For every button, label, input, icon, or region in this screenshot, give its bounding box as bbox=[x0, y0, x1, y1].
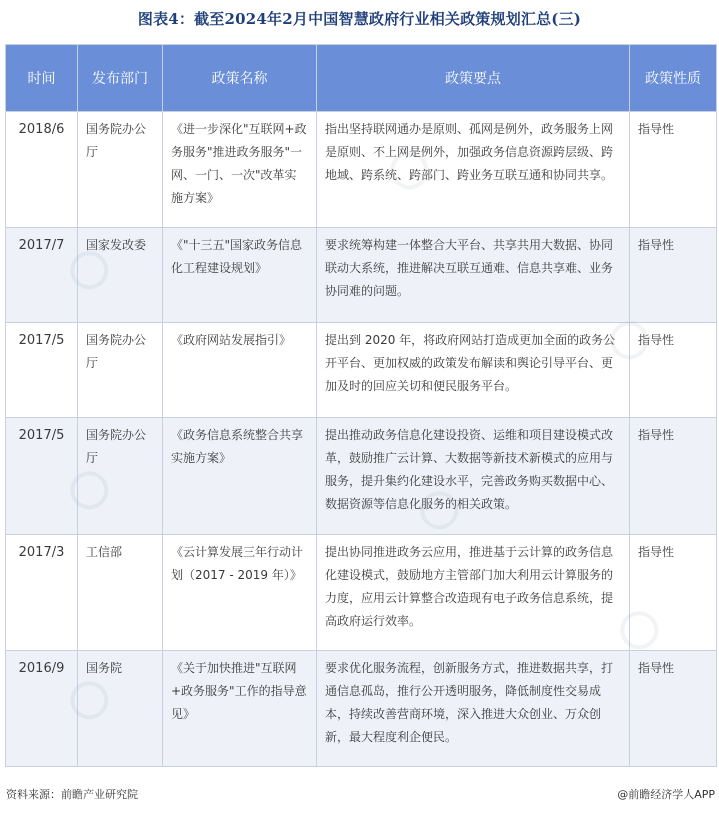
cell-nature: 指导性 bbox=[630, 228, 717, 323]
table-row bbox=[6, 323, 717, 418]
cell-name: 《政务信息系统整合共享实施方案》 bbox=[163, 418, 317, 535]
page-title: 图表4：截至2024年2月中国智慧政府行业相关政策规划汇总(三) bbox=[137, 10, 582, 28]
header-points: 政策要点 bbox=[317, 45, 630, 112]
header-time: 时间 bbox=[6, 45, 78, 112]
cell-time: 2017/3 bbox=[6, 535, 78, 651]
cell-dept: 国务院 bbox=[78, 651, 163, 767]
cell-name: 《云计算发展三年行动计划（2017 - 2019 年）》 bbox=[163, 535, 317, 651]
cell-dept: 国家发改委 bbox=[78, 228, 163, 323]
cell-name: 《进一步深化"互联网+政务服务"推进政务服务"一网、一门、一次"改革实施方案》 bbox=[163, 112, 317, 228]
cell-time: 2017/5 bbox=[6, 323, 78, 418]
cell-time: 2016/9 bbox=[6, 651, 78, 767]
cell-dept: 国务院办公厅 bbox=[78, 418, 163, 535]
cell-name: 《政府网站发展指引》 bbox=[163, 323, 317, 418]
cell-dept: 国务院办公厅 bbox=[78, 323, 163, 418]
table-row bbox=[6, 418, 717, 535]
cell-time: 2017/5 bbox=[6, 418, 78, 535]
cell-nature: 指导性 bbox=[630, 535, 717, 651]
cell-nature: 指导性 bbox=[630, 112, 717, 228]
cell-points: 要求优化服务流程，创新服务方式，推进数据共享，打通信息孤岛，推行公开透明服务，降低制度性交易成本，持续改善营商环境，深入推进大众创业、万众创新，最大程度利企便民。 bbox=[317, 651, 630, 767]
table-row bbox=[6, 228, 717, 323]
cell-points: 提出协同推进政务云应用，推进基于云计算的政务信息化建设模式，鼓励地方主管部门加大利用云计算服务的力度，应用云计算整合改造现有电子政务信息系统，提高政府运行效率。 bbox=[317, 535, 630, 651]
table-row bbox=[6, 535, 717, 651]
policy-table bbox=[5, 44, 717, 767]
cell-nature: 指导性 bbox=[630, 418, 717, 535]
header-dept: 发布部门 bbox=[78, 45, 163, 112]
brand-credit-text: @前瞻经济学人APP bbox=[617, 788, 715, 801]
cell-name: 《"十三五"国家政务信息化工程建设规划》 bbox=[163, 228, 317, 323]
source-note: 资料来源：前瞻产业研究院 bbox=[6, 788, 138, 801]
header-name: 政策名称 bbox=[163, 45, 317, 112]
table-header-row bbox=[6, 45, 717, 112]
cell-time: 2018/6 bbox=[6, 112, 78, 228]
cell-points: 提出推动政务信息化建设投资、运维和项目建设模式改革，鼓励推广云计算、大数据等新技术新模式的应用与服务，提升集约化建设水平，完善政务购买数据中心、数据资源等信息化服务的相关政策。 bbox=[317, 418, 630, 535]
brand-credit bbox=[617, 786, 715, 802]
table-row bbox=[6, 112, 717, 228]
cell-points: 指出坚持联网通办是原则、孤网是例外，政务服务上网是原则、不上网是例外，加强政务信息资源跨层级、跨地域、跨系统、跨部门、跨业务互联互通和协同共享。 bbox=[317, 112, 630, 228]
header-nature: 政策性质 bbox=[630, 45, 717, 112]
cell-points: 提出到 2020 年，将政府网站打造成更加全面的政务公开平台、更加权威的政策发布解读和舆论引导平台、更加及时的回应关切和便民服务平台。 bbox=[317, 323, 630, 418]
cell-nature: 指导性 bbox=[630, 323, 717, 418]
table-row bbox=[6, 651, 717, 767]
cell-name: 《关于加快推进"互联网+政务服务"工作的指导意见》 bbox=[163, 651, 317, 767]
cell-dept: 工信部 bbox=[78, 535, 163, 651]
cell-dept: 国务院办公厅 bbox=[78, 112, 163, 228]
cell-time: 2017/7 bbox=[6, 228, 78, 323]
cell-points: 要求统筹构建一体整合大平台、共享共用大数据、协同联动大系统，推进解决互联互通难、信息共享难、业务协同难的问题。 bbox=[317, 228, 630, 323]
cell-nature: 指导性 bbox=[630, 651, 717, 767]
